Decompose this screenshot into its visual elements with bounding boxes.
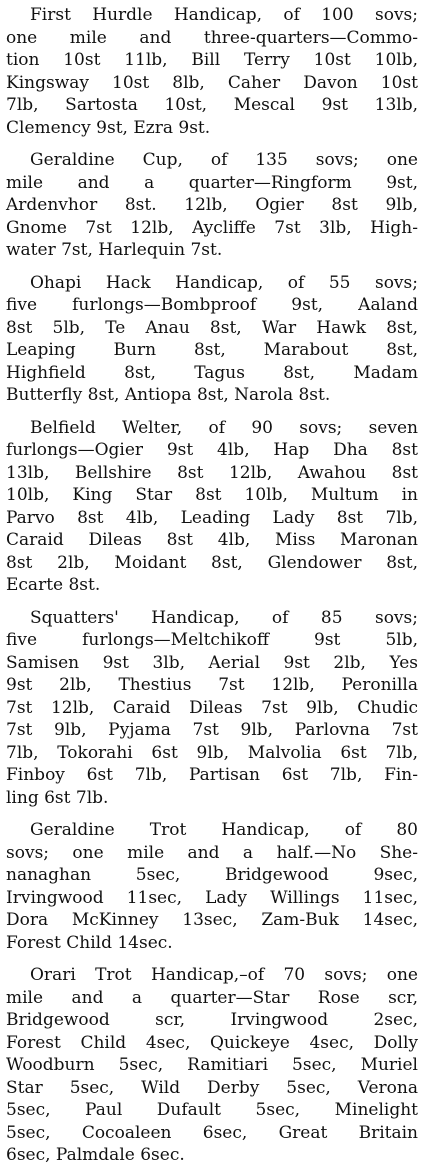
- race-paragraph-ohapi-hack: [6, 272, 418, 407]
- race-entries-column: [6, 4, 418, 1167]
- text-line: five furlongs—Meltchikoff 9st 5lb,: [6, 630, 418, 650]
- text-line: tion 10st 11lb, Bill Terry 10st 10lb,: [6, 50, 418, 70]
- text-line: 13lb, Bellshire 8st 12lb, Awahou 8st: [6, 462, 418, 483]
- text-line: 5sec, Paul Dufault 5sec, Minelight: [6, 1100, 418, 1120]
- text-line: mile and a quarter—Star Rose scr,: [6, 987, 418, 1008]
- text-line: Geraldine Cup, of 135 sovs; one: [30, 150, 418, 170]
- text-line: 7lb, Tokorahi 6st 9lb, Malvolia 6st 7lb,: [6, 742, 418, 763]
- text-line: Squatters' Handicap, of 85 sovs;: [30, 607, 418, 628]
- text-line: Clemency 9st, Ezra 9st.: [6, 117, 211, 138]
- race-paragraph-first-hurdle: [6, 4, 418, 139]
- text-line: Irvingwood 11sec, Lady Willings 11sec,: [6, 887, 418, 908]
- race-paragraph-belfield-welter: [6, 417, 418, 597]
- text-line: 7lb, Sartosta 10st, Mescal 9st 13lb,: [6, 95, 418, 115]
- text-line: 8st 2lb, Moidant 8st, Glendower 8st,: [6, 552, 418, 573]
- text-line: Highfield 8st, Tagus 8st, Madam: [6, 362, 418, 383]
- text-line: mile and a quarter—Ringform 9st,: [6, 172, 418, 193]
- text-line: Finboy 6st 7lb, Partisan 6st 7lb, Fin-: [6, 765, 418, 785]
- text-line: one mile and three-quarters—Commo-: [6, 27, 418, 48]
- text-line: Geraldine Trot Handicap, of 80: [30, 820, 418, 840]
- text-line: 7st 12lb, Caraid Dileas 7st 9lb, Chudic: [6, 697, 418, 718]
- text-line: Leaping Burn 8st, Marabout 8st,: [6, 340, 418, 360]
- text-line: 7st 9lb, Pyjama 7st 9lb, Parlovna 7st: [6, 720, 418, 740]
- text-line: water 7st, Harlequin 7st.: [6, 240, 223, 260]
- text-line: Forest Child 4sec, Quickeye 4sec, Dolly: [6, 1032, 418, 1053]
- text-line: furlongs—Ogier 9st 4lb, Hap Dha 8st: [6, 440, 418, 460]
- text-line: Star 5sec, Wild Derby 5sec, Verona: [6, 1077, 418, 1098]
- text-line: Ecarte 8st.: [6, 575, 101, 595]
- text-line: Ardenvhor 8st. 12lb, Ogier 8st 9lb,: [6, 195, 418, 215]
- text-line: nanaghan 5sec, Bridgewood 9sec,: [6, 865, 418, 885]
- text-line: First Hurdle Handicap, of 100 sovs;: [30, 5, 418, 25]
- text-line: 9st 2lb, Thestius 7st 12lb, Peronilla: [6, 675, 418, 695]
- text-line: Bridgewood scr, Irvingwood 2sec,: [6, 1010, 418, 1030]
- text-line: Samisen 9st 3lb, Aerial 9st 2lb, Yes: [6, 652, 418, 673]
- text-line: Orari Trot Handicap,–of 70 sovs; one: [30, 965, 418, 985]
- race-paragraph-squatters-handicap: [6, 607, 418, 810]
- text-line: Dora McKinney 13sec, Zam-Buk 14sec,: [6, 910, 418, 930]
- text-line: Belfield Welter, of 90 sovs; seven: [30, 417, 418, 438]
- race-paragraph-geraldine-cup: [6, 149, 418, 262]
- text-line: Caraid Dileas 8st 4lb, Miss Maronan: [6, 530, 418, 550]
- text-line: five furlongs—Bombproof 9st, Aaland: [6, 295, 418, 315]
- text-line: 8st 5lb, Te Anau 8st, War Hawk 8st,: [6, 317, 418, 338]
- text-line: ling 6st 7lb.: [6, 787, 109, 808]
- text-line: Kingsway 10st 8lb, Caher Davon 10st: [6, 72, 418, 93]
- text-line: 6sec, Palmdale 6sec.: [6, 1145, 185, 1165]
- text-line: Butterfly 8st, Antiopa 8st, Narola 8st.: [6, 385, 331, 405]
- text-line: 10lb, King Star 8st 10lb, Multum in: [6, 485, 418, 505]
- text-line: Gnome 7st 12lb, Aycliffe 7st 3lb, High-: [6, 217, 418, 238]
- text-line: 5sec, Cocoaleen 6sec, Great Britain: [6, 1122, 418, 1143]
- text-line: Ohapi Hack Handicap, of 55 sovs;: [30, 272, 418, 293]
- race-paragraph-orari-trot: [6, 964, 418, 1167]
- text-line: Parvo 8st 4lb, Leading Lady 8st 7lb,: [6, 507, 418, 528]
- text-line: Forest Child 14sec.: [6, 932, 173, 953]
- text-line: sovs; one mile and a half.—No She-: [6, 842, 418, 863]
- text-line: Woodburn 5sec, Ramitiari 5sec, Muriel: [6, 1055, 418, 1075]
- race-paragraph-geraldine-trot: [6, 819, 418, 954]
